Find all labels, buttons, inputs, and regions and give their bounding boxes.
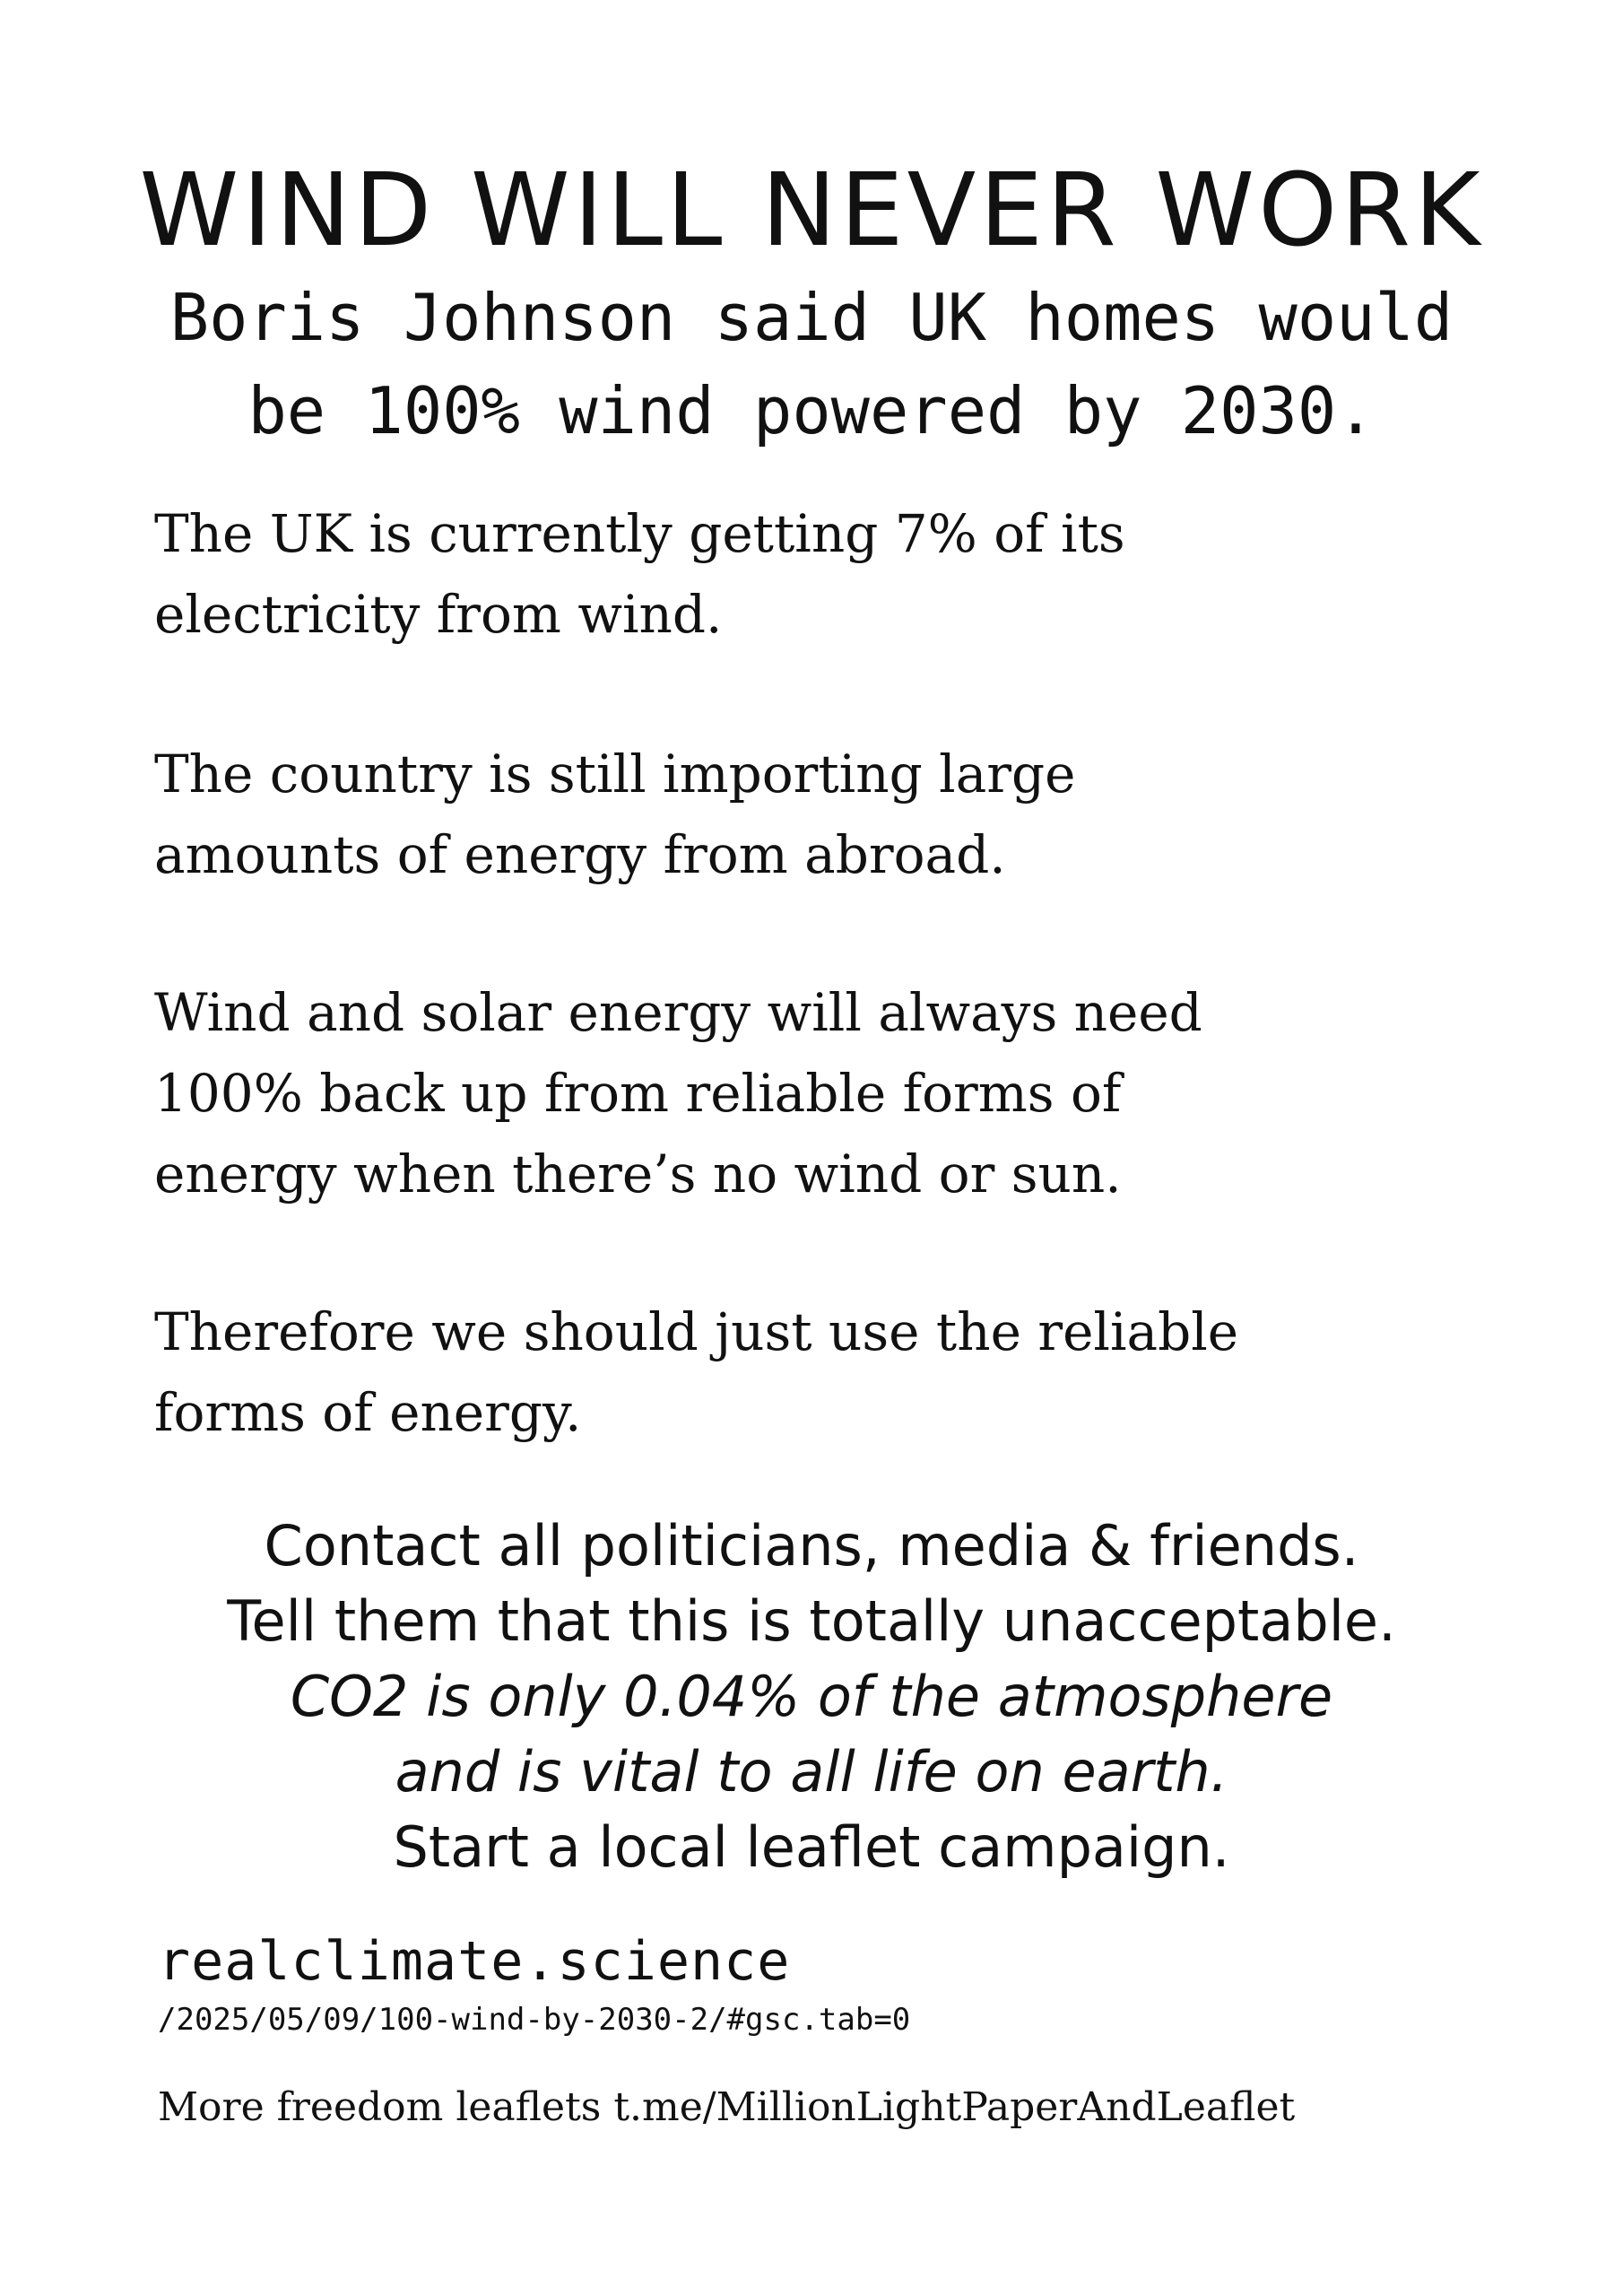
paragraph-backup (154, 972, 1499, 1214)
cta-line: Start a local leaflet campaign. (393, 1814, 1230, 1880)
cta-line: and is vital to all life on earth. (395, 1739, 1228, 1805)
subtitle-line: be 100% wind powered by 2030. (247, 373, 1376, 448)
paragraph-line: amounts of energy from abroad. (154, 824, 1006, 885)
source-site: realclimate.science (158, 1930, 791, 1993)
paragraph-line: 100% back up from reliable forms of (154, 1063, 1122, 1124)
paragraph-line: forms of energy. (154, 1382, 582, 1443)
paragraph-line: Wind and solar energy will always need (154, 982, 1202, 1043)
source-path: /2025/05/09/100-wind-by-2030-2/#gsc.tab=0 (158, 2002, 911, 2038)
leaflet-title: WIND WILL NEVER WORK (139, 152, 1484, 269)
cta-line: Contact all politicians, media & friends. (264, 1513, 1359, 1578)
paragraph-line: energy when there’s no wind or sun. (154, 1144, 1122, 1205)
subtitle-line: Boris Johnson said UK homes would (169, 280, 1454, 355)
paragraph-wind-share (154, 493, 1499, 655)
paragraph-imports (154, 734, 1499, 895)
cta-line: Tell them that this is totally unacceptable. (227, 1588, 1396, 1654)
footer-link-text: More freedom leaflets t.me/MillionLightPaperAndLeaflet (158, 2084, 1296, 2130)
paragraph-conclusion (154, 1292, 1499, 1453)
paragraph-line: Therefore we should just use the reliable (154, 1301, 1239, 1362)
paragraph-line: electricity from wind. (154, 584, 723, 645)
paragraph-line: The country is still importing large (154, 744, 1076, 804)
call-to-action (0, 1509, 1623, 1885)
cta-line: CO2 is only 0.04% of the atmosphere (290, 1664, 1333, 1729)
leaflet-subtitle (0, 271, 1623, 457)
paragraph-line: The UK is currently getting 7% of its (154, 503, 1125, 564)
